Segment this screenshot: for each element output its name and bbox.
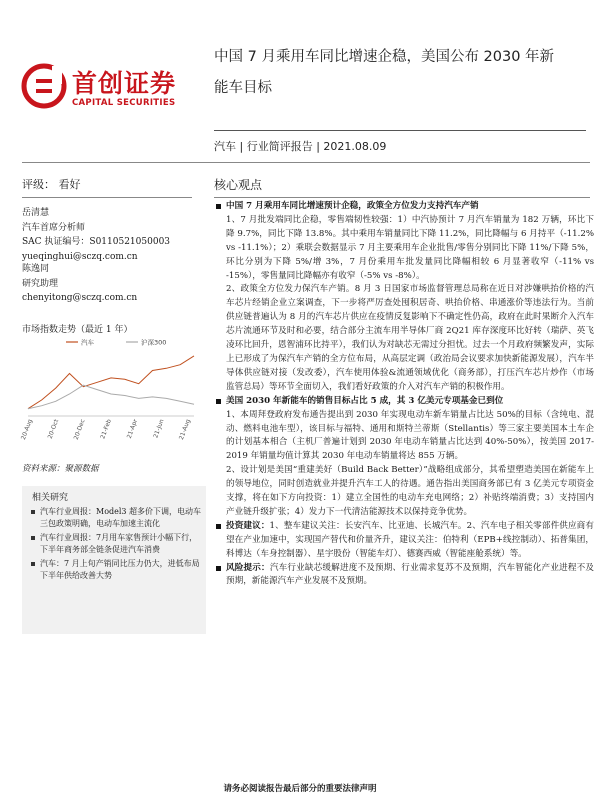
investment-advice-label: 投资建议： [226, 520, 270, 531]
risk-warning [214, 562, 594, 590]
related-research-title: 相关研究 [32, 493, 69, 503]
chart-source: 资料来源：聚源数据 [22, 464, 99, 474]
header-divider [214, 130, 586, 131]
investment-advice [214, 520, 594, 562]
analyst-cert: SAC 执证编号：S0110521050003 [22, 237, 171, 247]
related-item[interactable]: 汽车行业周报：7月用车家售预计小幅下行，下半年商务部全链条促进汽车消费 [30, 532, 202, 556]
analyst-name: 岳清慧 [22, 208, 50, 218]
risk-warning-text: 汽车行业缺芯缓解进度不及预期、行业需求复苏不及预期，汽车智能化产业进程不及预期，新能源汽车产业发展不及预期。 [226, 562, 594, 587]
core-view-body [214, 200, 594, 589]
core-view-rule [214, 197, 590, 198]
core-view-title: 核心观点 [214, 178, 263, 192]
report-subhead: 汽车 | 行业简评报告 | 2021.08.09 [214, 140, 387, 153]
x-tick-label: 20-Oct [46, 418, 61, 440]
report-title-line1: 中国 7 月乘用车同比增速企稳，美国公布 2030 年新 [214, 49, 555, 65]
header-rule [22, 162, 590, 163]
analyst-email: yueqinghui@sczq.com.cn [22, 251, 138, 262]
analyst-block-2 [22, 262, 202, 306]
related-research-list [30, 506, 202, 584]
market-chart-title: 市场指数走势（最近 1 年） [22, 325, 133, 335]
footer-disclaimer: 请务必阅读报告最后部分的重要法律声明 [223, 784, 377, 794]
brand-name-cn: 首创证券 [72, 69, 177, 98]
report-title-line2: 能车目标 [214, 80, 272, 96]
risk-warning-label: 风险提示： [226, 562, 270, 573]
legend-label: 汽车 [81, 338, 94, 347]
analyst-block-1 [22, 206, 202, 264]
bullet-heading: 中国 7 月乘用车同比增速预计企稳，政策全方位发力支持汽车产销 [214, 200, 594, 214]
analyst-role: 研究助理 [22, 278, 59, 289]
related-item[interactable]: 汽车：7 月上旬产销同比压力仍大，进低布局下半年供给改善大势 [30, 558, 202, 582]
x-tick-label: 20-Dec [72, 418, 87, 441]
related-item[interactable]: 汽车行业周报：Model3 超多价下调，电动车三包政策明确，电动车加速主流化 [30, 506, 202, 530]
market-index-chart [19, 336, 200, 454]
x-tick-label: 21-Jun [152, 418, 166, 440]
body-paragraph: 2、设计划是美国“重建美好（Build Back Better）”战略组成部分，其希望塑造美国在新能车上的领导地位，同时创造就业并提升汽车工人的待遇。通告指出美国商务部已有 3 亿美元专项资金支撑，将在如下方向投资：1）建立全国性的电动车充电网络；2）补贴终端消费；3）支持国内产业链升级扩张；4）发力下一代清洁能源技术以保持竞争优势。 [226, 465, 594, 517]
body-paragraph: 2、政策全方位发力保汽车产销。8 月 3 日国家市场监督管理总局称在近日对涉嫌哄抬价格的汽车芯片经销企业立案调查，下一步将严厉查处囤积居奇、哄抬价格、串通涨价等违法行为。当前供应链普遍认为 8 月的汽车芯片供应在疫情反复影响下不确定性仍高，政府在此时果断介入汽车芯片流通环节及时和必要，结合部分主流车用半导体厂商 2Q21 库存深度环比好转（瑞萨、英飞凌环比回升，恩智浦环比持平），我们认为对缺芯无需过分担忧。过去一个月政府频繁发声，实际上已形成了为保汽车产销的全方位布局，从高层定调（政治局会议要求加快新能源发展），汽车半导体供应链对接（发改委），汽车使用体验&流通领域优化（商务部），打压汽车芯片炒作（市场监管总局）等环节全面切入，我们看好政策的介入对汽车产销的积极作用。 [226, 284, 594, 392]
x-tick-label: 21-Aug [177, 418, 192, 441]
bullet-heading: 美国 2030 年新能车的销售目标占比 5 成，其 3 亿美元专项基金已到位 [214, 395, 594, 409]
logo-mark-icon [22, 64, 66, 108]
rating-rule [22, 197, 192, 198]
rating: 评级： 看好 [22, 178, 81, 191]
series-line-auto [28, 356, 194, 409]
report-title [214, 42, 590, 104]
analyst-name: 陈逸同 [22, 264, 50, 274]
investment-advice-text: 1、整车建议关注：长安汽车、比亚迪、长城汽车。2、汽车电子相关零部件供应商有望在产业加速中，实现国产替代和价量齐升，建议关注：伯特利（EPB+线控制动）、拓普集团，科博达（车身控制器）、星宇股份（智能车灯）、德赛西威（智能座舱系统）等。 [226, 520, 594, 559]
body-paragraph: 1、7 月批发端同比企稳，零售端韧性较强：1）中汽协预计 7 月汽车销量为 182 万辆，环比下降 9.7%，同比下降 13.8%。其中乘用车销量同比下降 11.2%，同比降幅与 6 月持平（-11.2% vs -11.1%）；2）乘联会数据显示 7 月主要乘用车企业批售/零售分别同比下降 11%/下降 5%，环比分别为下降 5%/增 3%，7 月份乘用车批发量同比降幅相较 6 月显著收窄（-11% vs -15%），零售量同比降幅亦有收窄（-5% vs -8%）。 [226, 214, 594, 281]
brand-name-en: CAPITAL SECURITIES [72, 98, 176, 108]
analyst-role: 汽车首席分析师 [22, 222, 86, 233]
x-tick-label: 20-Aug [19, 418, 34, 441]
legend-label: 沪深300 [141, 338, 167, 347]
x-tick-label: 21-Apr [125, 418, 140, 440]
body-paragraph: 1、本周拜登政府发布通告提出到 2030 年实现电动车新车销量占比达 50%的目标（含纯电、混动、燃料电池车型），该目标与福特、通用和斯特兰蒂斯（Stellantis）等三家主要美国本土车企的计划基本相合（主机厂普遍计划到 2030 年电动车销量占比达到 40%-50%），按美国 2017-2019 年销量均值计算其 2030 年电动车销量将达 855 万辆。 [226, 409, 594, 462]
brand-logo [22, 60, 202, 120]
series-line-hs300 [28, 385, 194, 409]
related-research-box [22, 486, 206, 634]
analyst-email: chenyitong@sczq.com.cn [22, 293, 138, 303]
x-tick-label: 21-Feb [99, 418, 113, 440]
